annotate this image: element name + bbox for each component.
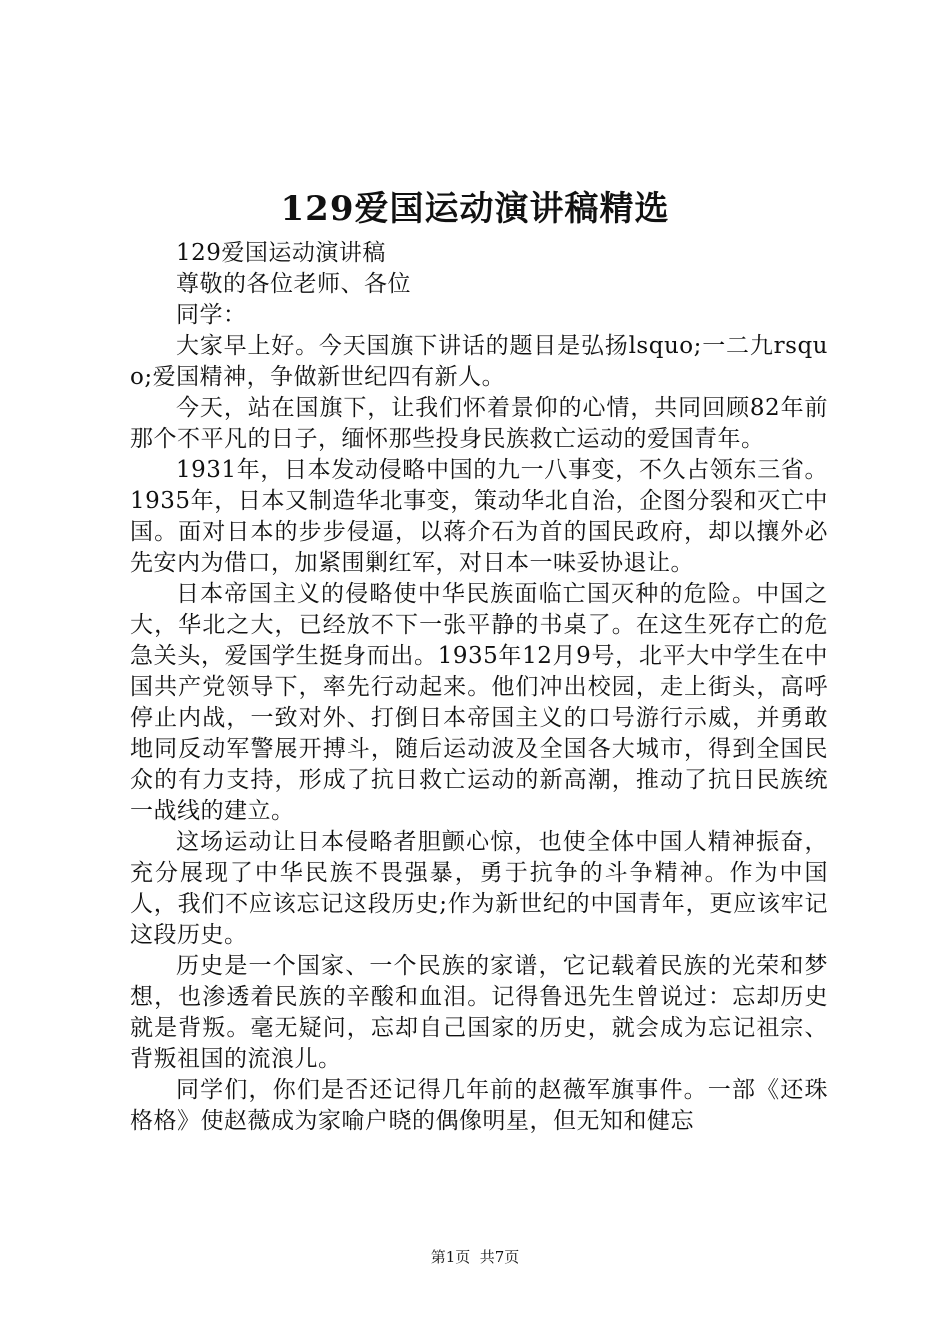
- paragraph: 历史是一个国家、一个民族的家谱，它记载着民族的光荣和梦想，也渗透着民族的辛酸和血泪。记得鲁迅先生曾说过：忘却历史就是背叛。毫无疑问，忘却自己国家的历史，就会成为忘记祖宗、背叛祖国的流浪儿。: [130, 953, 828, 1072]
- paragraph-salutation-cont: 同学：: [176, 302, 247, 328]
- paragraph-salutation: 尊敬的各位老师、各位: [176, 271, 411, 297]
- paragraph: 1931年，日本发动侵略中国的九一八事变，不久占领东三省。1935年，日本又制造华北事变，策动华北自治，企图分裂和灭亡中国。面对日本的步步侵逼，以蒋介石为首的国民政府，却以攘外必先安内为借口，加紧围剿红军，对日本一味妥协退让。: [130, 457, 828, 576]
- document-title: 129爱国运动演讲稿精选: [280, 189, 670, 229]
- paragraph: 大家早上好。今天国旗下讲话的题目是弘扬lsquo;一二九rsquo;爱国精神，争做新世纪四有新人。: [130, 333, 828, 390]
- paragraph: 今天，站在国旗下，让我们怀着景仰的心情，共同回顾82年前那个不平凡的日子，缅怀那些投身民族救亡运动的爱国青年。: [130, 395, 828, 452]
- document-body: [130, 238, 828, 1137]
- paragraph-subtitle: 129爱国运动演讲稿: [176, 240, 386, 266]
- page-footer: 第1页 共7页: [430, 1248, 520, 1266]
- paragraph: 日本帝国主义的侵略使中华民族面临亡国灭种的危险。中国之大，华北之大，已经放不下一张平静的书桌了。在这生死存亡的危急关头，爱国学生挺身而出。1935年12月9号，北平大中学生在中国共产党领导下，率先行动起来。他们冲出校园，走上街头，高呼停止内战，一致对外、打倒日本帝国主义的口号游行示威，并勇敢地同反动军警展开搏斗，随后运动波及全国各大城市，得到全国民众的有力支持，形成了抗日救亡运动的新高潮，推动了抗日民族统一战线的建立。: [130, 581, 828, 824]
- paragraph: 同学们，你们是否还记得几年前的赵薇军旗事件。一部《还珠格格》使赵薇成为家喻户晓的偶像明星，但无知和健忘: [130, 1077, 828, 1134]
- paragraph: 这场运动让日本侵略者胆颤心惊，也使全体中国人精神振奋，充分展现了中华民族不畏强暴，勇于抗争的斗争精神。作为中国人，我们不应该忘记这段历史;作为新世纪的中国青年，更应该牢记这段历史。: [130, 829, 828, 948]
